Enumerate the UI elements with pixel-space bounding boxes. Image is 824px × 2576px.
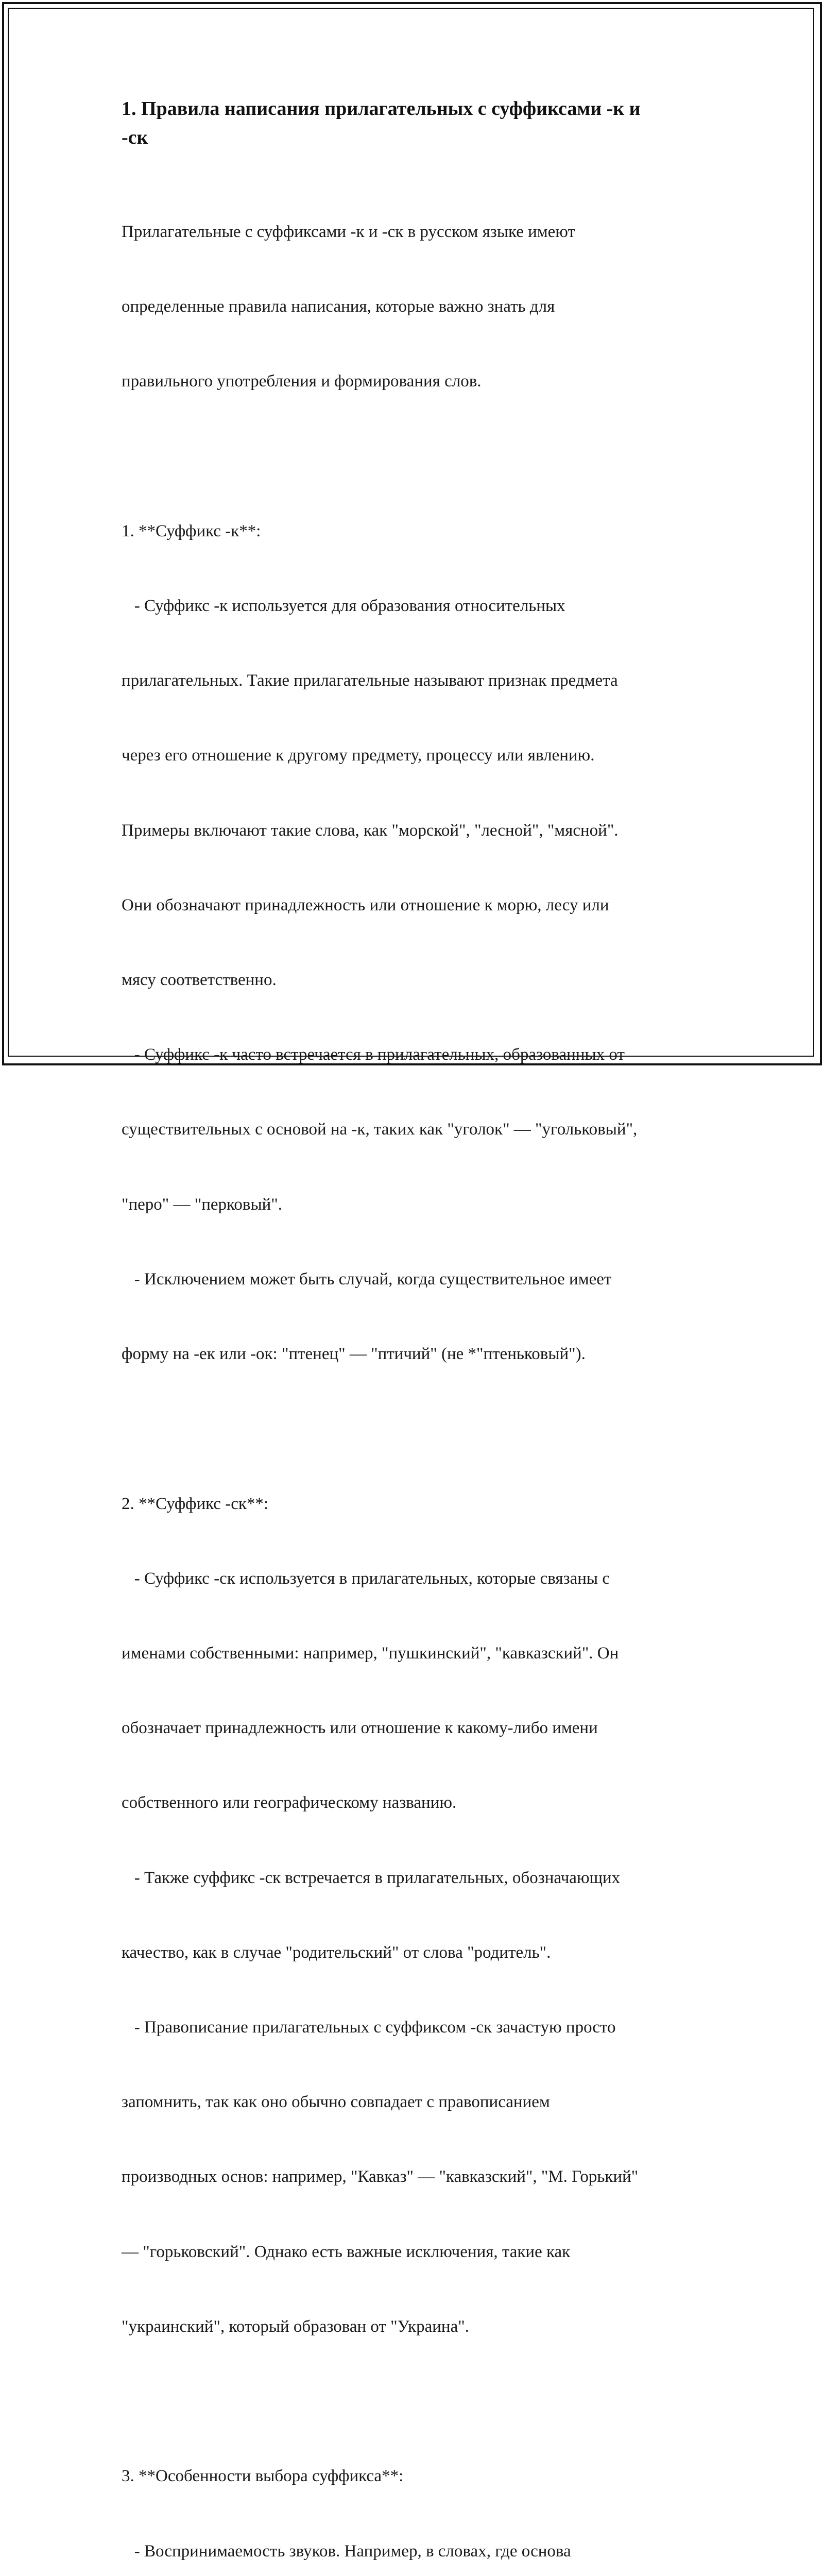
- text-line: - Исключением может быть случай, когда существительное имеет: [122, 1269, 612, 1289]
- paragraph-spacer: [122, 444, 714, 468]
- text-line: собственного или географическому названию.: [122, 1793, 457, 1812]
- text-line: "перо" — "перковый".: [122, 1195, 283, 1214]
- text-line: "украинский", который образован от "Украина".: [122, 2317, 469, 2336]
- text-line: Прилагательные с суффиксами -к и -ск в русском языке имеют: [122, 222, 575, 241]
- paragraph-spacer: [122, 1416, 714, 1441]
- text-line: запомнить, так как оно обычно совпадает с правописанием: [122, 2093, 550, 2112]
- text-line: производных основ: например, "Кавказ" — "кавказский", "М. Горький": [122, 2167, 639, 2187]
- text-line: — "горьковский". Однако есть важные исключения, такие как: [122, 2242, 571, 2261]
- text-line: Они обозначают принадлежность или отношение к морю, лесу или: [122, 895, 609, 914]
- text-line: именами собственными: например, "пушкинский", "кавказский". Он: [122, 1643, 619, 1663]
- text-line: 3. **Особенности выбора суффикса**:: [122, 2467, 404, 2486]
- text-line: - Воспринимаемость звуков. Например, в словах, где основа: [122, 2541, 571, 2561]
- document-body: [122, 94, 714, 2576]
- paragraph-spacer: [122, 2389, 714, 2414]
- text-line: обозначает принадлежность или отношение к какому-либо имени: [122, 1719, 598, 1738]
- heading-line: -ск: [122, 127, 148, 148]
- text-line: Примеры включают такие слова, как "морской", "лесной", "мясной".: [122, 821, 619, 840]
- text-line: через его отношение к другому предмету, процессу или явлению.: [122, 746, 595, 765]
- section-suffix-sk: [122, 1442, 714, 2389]
- text-line: прилагательных. Такие прилагательные называют признак предмета: [122, 671, 618, 690]
- text-line: определенные правила написания, которые важно знать для: [122, 297, 555, 316]
- text-line: 2. **Суффикс -ск**:: [122, 1494, 269, 1513]
- intro-paragraph: [122, 170, 714, 444]
- text-line: - Суффикс -к часто встречается в прилагательных, образованных от: [122, 1045, 625, 1064]
- text-line: 1. **Суффикс -к**:: [122, 521, 261, 540]
- text-line: - Правописание прилагательных с суффиксом -ск зачастую просто: [122, 2018, 616, 2037]
- text-line: - Суффикс -к используется для образования относительных: [122, 596, 565, 615]
- section-suffix-k: [122, 469, 714, 1416]
- heading-line: 1. Правила написания прилагательных с суффиксами -к и: [122, 98, 641, 120]
- text-line: - Также суффикс -ск встречается в прилагательных, обозначающих: [122, 1868, 621, 1887]
- text-line: - Суффикс -ск используется в прилагательных, которые связаны с: [122, 1569, 610, 1588]
- section-heading: [122, 94, 714, 152]
- section-suffix-choice: [122, 2414, 714, 2576]
- text-line: существительных с основой на -к, таких как "уголок" — "угольковый",: [122, 1120, 638, 1139]
- text-line: мясу соответственно.: [122, 970, 277, 989]
- text-line: качество, как в случае "родительский" от слова "родитель".: [122, 1943, 551, 1962]
- text-line: форму на -ек или -ок: "птенец" — "птичий" (не *"птеньковый").: [122, 1345, 586, 1364]
- text-line: правильного употребления и формирования слов.: [122, 372, 482, 391]
